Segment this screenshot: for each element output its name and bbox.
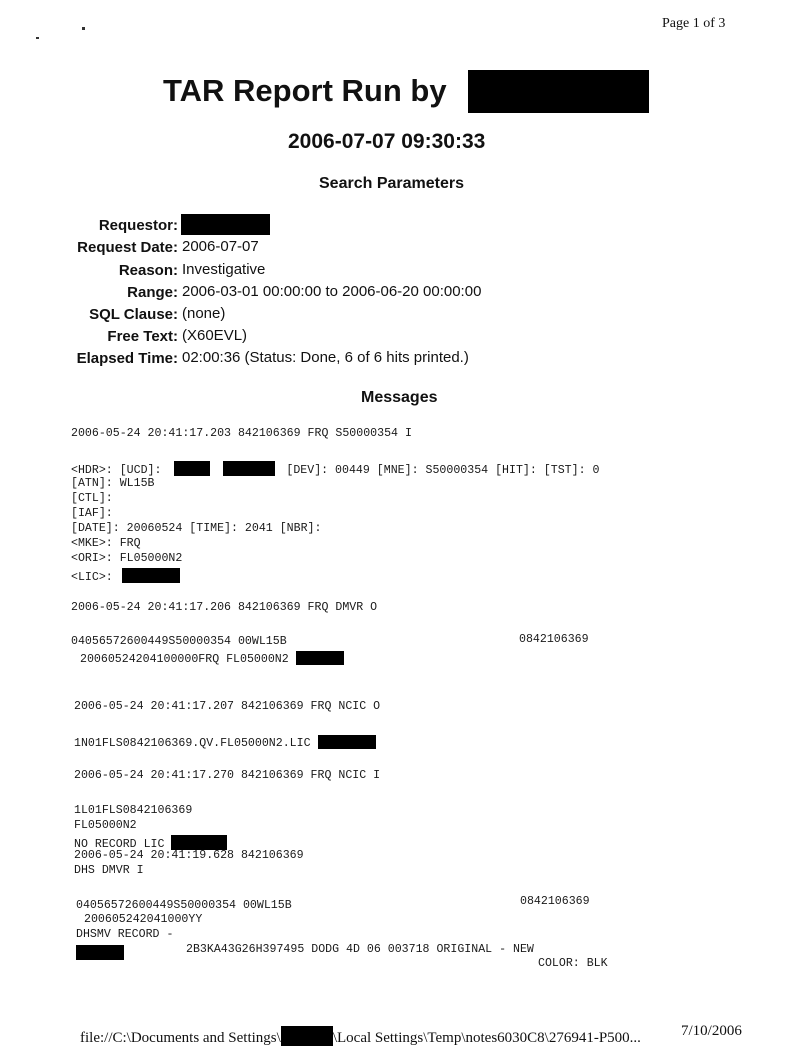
- redacted-user-name: [468, 70, 649, 113]
- redacted-license-3: [318, 735, 376, 749]
- message-1-date: [DATE]: 20060524 [TIME]: 2041 [NBR]:: [71, 522, 322, 535]
- message-3-header: 2006-05-24 20:41:17.207 842106369 FRQ NCIC O: [74, 700, 381, 713]
- message-2-line-1: 04056572600449S50000354 00WL15B: [71, 635, 287, 648]
- page-number: Page 1 of 3: [662, 16, 726, 31]
- messages-heading: Messages: [361, 389, 438, 406]
- redacted-license-1: [122, 568, 180, 583]
- hdr-dev: [DEV]: 00449 [MNE]: S50000354 [HIT]: [TST]: 0: [286, 464, 600, 477]
- search-parameters-heading: Search Parameters: [319, 175, 464, 192]
- message-5-line-1-right: 0842106369: [520, 895, 590, 908]
- message-1-ori: <ORI>: FL05000N2: [71, 552, 183, 565]
- run-timestamp: 2006-07-07 09:30:33: [288, 130, 486, 153]
- reason-label: Reason:: [118, 262, 178, 279]
- scan-speck: [36, 37, 39, 39]
- message-5-line-5: COLOR: BLK: [538, 957, 608, 970]
- redacted-ucd-2: [223, 461, 275, 476]
- reason-value: Investigative: [182, 261, 266, 278]
- message-4-line-5: DHS DMVR I: [74, 864, 144, 877]
- redacted-requestor: [181, 214, 270, 235]
- hdr-ucd: <HDR>: [UCD]:: [71, 464, 162, 477]
- message-1-lic: [71, 568, 180, 584]
- message-2-line-1-right: 0842106369: [519, 633, 589, 646]
- elapsed-time-label: Elapsed Time:: [76, 350, 178, 367]
- message-4-line-4: 2006-05-24 20:41:19.628 842106369: [74, 849, 304, 862]
- message-5-line-2: 200605242041000YY: [84, 913, 203, 926]
- message-2-line-2: [80, 651, 344, 666]
- message-3-line-1: [74, 735, 376, 750]
- redacted-license-2: [296, 651, 344, 665]
- elapsed-time-value: 02:00:36 (Status: Done, 6 of 6 hits printed.): [182, 349, 469, 366]
- message-1-hdr: [71, 461, 599, 477]
- lic-label: <LIC>:: [71, 571, 113, 584]
- message-5-line-3: DHSMV RECORD -: [76, 928, 174, 941]
- request-date-label: Request Date:: [77, 239, 178, 256]
- message-1-mke: <MKE>: FRQ: [71, 537, 141, 550]
- range-label: Range:: [127, 284, 178, 301]
- report-title: [163, 73, 447, 109]
- requestor-label: Requestor:: [98, 217, 178, 234]
- request-date-value: 2006-07-07: [182, 238, 259, 255]
- sql-clause-value: (none): [182, 305, 226, 322]
- footer-path-suffix: \Local Settings\Temp\notes6030C8\276941-P500...: [332, 1030, 641, 1046]
- message-5-line-1: 04056572600449S50000354 00WL15B: [76, 899, 292, 912]
- message-4-line-1: 1L01FLS0842106369: [74, 804, 193, 817]
- redacted-ucd-1: [174, 461, 210, 476]
- message-3-line-1-text: 1N01FLS0842106369.QV.FL05000N2.LIC: [74, 737, 311, 750]
- message-2-header: 2006-05-24 20:41:17.206 842106369 FRQ DMVR O: [71, 601, 378, 614]
- free-text-label: Free Text:: [107, 328, 178, 345]
- message-5-line-4: 2B3KA43G26H397495 DODG 4D 06 003718 ORIGINAL - NEW: [186, 943, 534, 956]
- scan-speck: [82, 27, 85, 30]
- free-text-value: (X60EVL): [182, 327, 248, 344]
- message-4-header: 2006-05-24 20:41:17.270 842106369 FRQ NCIC I: [74, 769, 381, 782]
- message-1-header: 2006-05-24 20:41:17.203 842106369 FRQ S50000354 I: [71, 427, 412, 440]
- footer-file-path: [80, 1026, 641, 1047]
- report-title-text: TAR Report Run by: [163, 73, 447, 108]
- message-1-iaf: [IAF]:: [71, 507, 113, 520]
- redacted-username-path: [281, 1026, 333, 1046]
- footer-print-date: 7/10/2006: [681, 1023, 742, 1039]
- range-value: 2006-03-01 00:00:00 to 2006-06-20 00:00:00: [182, 283, 482, 300]
- message-1-atn: [ATN]: WL15B: [71, 477, 155, 490]
- redacted-owner-name: [76, 945, 124, 960]
- message-1-ctl: [CTL]:: [71, 492, 113, 505]
- sql-clause-label: SQL Clause:: [89, 306, 178, 323]
- message-2-line-2-text: 20060524204100000FRQ FL05000N2: [80, 653, 289, 666]
- redacted-license-4: [171, 835, 227, 850]
- footer-path-prefix: file://C:\Documents and Settings\: [80, 1030, 281, 1046]
- message-4-line-2: FL05000N2: [74, 819, 137, 832]
- message-4-line-3-text: NO RECORD LIC: [74, 838, 165, 851]
